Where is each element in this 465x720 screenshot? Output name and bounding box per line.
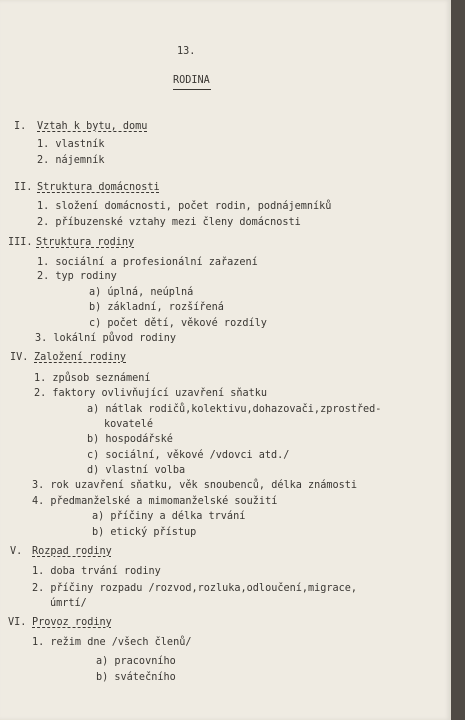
list-item: 1. doba trvání rodiny: [32, 566, 161, 577]
list-item: 3. rok uzavření sňatku, věk snoubenců, délka známosti: [32, 480, 358, 491]
list-item: d) vlastní volba: [87, 465, 186, 476]
section-numeral: III.: [8, 237, 33, 248]
section-numeral: IV.: [10, 352, 29, 363]
list-item: a) úplná, neúplná: [89, 287, 194, 298]
page-number: 13.: [177, 46, 196, 57]
list-item: a) nátlak rodičů,kolektivu,dohazovači,zprostřed-: [87, 404, 382, 415]
list-item: 2. příbuzenské vztahy mezi členy domácnosti: [37, 217, 301, 228]
list-item: b) základní, rozšířená: [89, 302, 224, 313]
list-item: 2. typ rodiny: [37, 271, 117, 282]
list-item: b) hospodářské: [87, 434, 173, 445]
section-heading: Struktura rodiny: [36, 237, 135, 248]
list-item: b) svátečního: [96, 672, 176, 683]
list-item: c) počet dětí, věkové rozdíly: [89, 318, 267, 329]
section-heading: Vztah k bytu, domu: [37, 121, 148, 132]
section-heading: Struktura domácnosti: [37, 182, 160, 193]
list-item: 3. lokální původ rodiny: [35, 333, 177, 344]
list-item: 2. příčiny rozpadu /rozvod,rozluka,odloučení,migrace,: [32, 583, 358, 594]
list-item: 1. složení domácnosti, počet rodin, podnájemníků: [37, 201, 332, 212]
list-item: 2. faktory ovlivňující uzavření sňatku: [34, 388, 268, 399]
list-item: 1. vlastník: [37, 139, 105, 150]
list-item: 1. sociální a profesionální zařazení: [37, 257, 258, 268]
section-numeral: I.: [14, 121, 27, 132]
list-item: a) příčiny a délka trvání: [92, 511, 246, 522]
list-item: kovatelé: [104, 419, 154, 430]
list-item: b) etický přístup: [92, 527, 197, 538]
section-heading: Založení rodiny: [34, 352, 127, 363]
section-numeral: V.: [10, 546, 23, 557]
title-underline: [173, 89, 211, 90]
list-item: 2. nájemník: [37, 155, 105, 166]
list-item: úmrtí/: [50, 598, 87, 609]
page-edge: [451, 0, 465, 720]
section-numeral: VI.: [8, 617, 27, 628]
list-item: c) sociální, věkové /vdovci atd./: [87, 450, 290, 461]
list-item: 1. režim dne /všech členů/: [32, 637, 192, 648]
list-item: 4. předmanželské a mimomanželské soužití: [32, 496, 278, 507]
section-heading: Rozpad rodiny: [32, 546, 112, 557]
list-item: a) pracovního: [96, 656, 176, 667]
section-heading: Provoz rodiny: [32, 617, 112, 628]
section-numeral: II.: [14, 182, 33, 193]
page-title: RODINA: [173, 75, 210, 86]
list-item: 1. způsob seznámení: [34, 373, 151, 384]
